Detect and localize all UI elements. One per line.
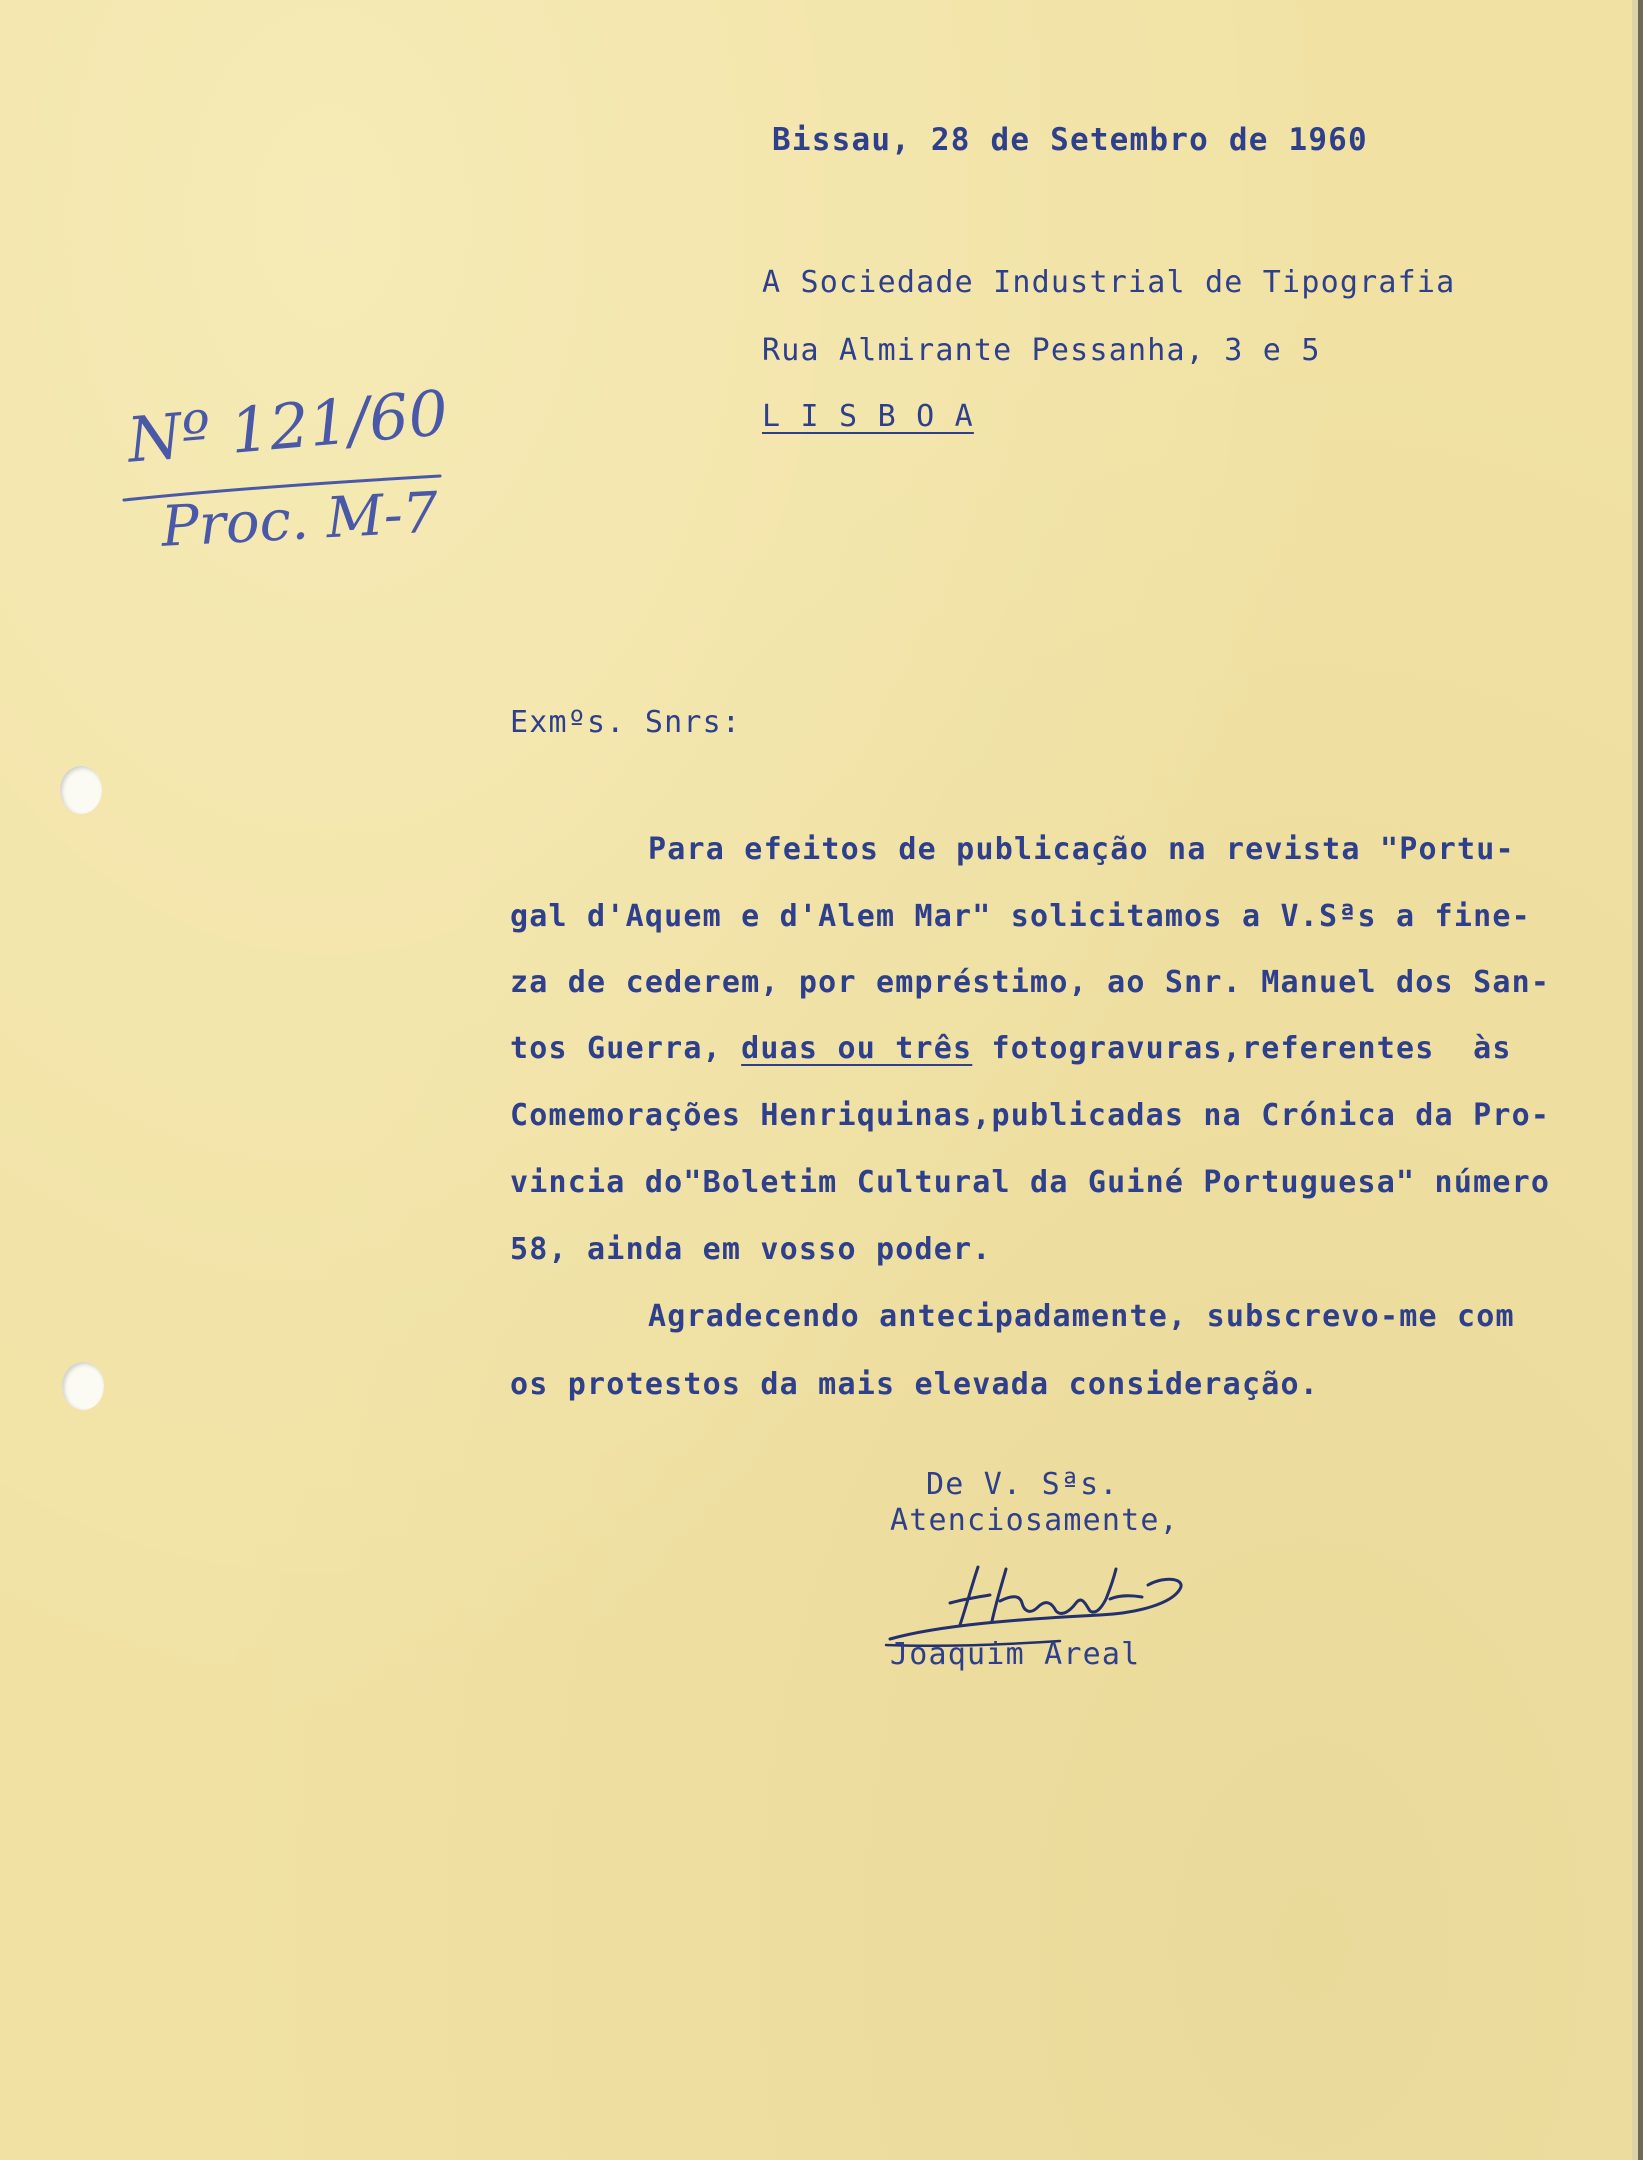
body-line-5: Comemorações Henriquinas,publicadas na Crónica da Pro- <box>510 1098 1551 1133</box>
body-line-3: za de cederem, por empréstimo, ao Snr. Manuel dos San- <box>510 965 1551 1000</box>
recipient-line-2: Rua Almirante Pessanha, 3 e 5 <box>762 333 1321 368</box>
date-line: Bissau, 28 de Setembro de 1960 <box>772 122 1368 158</box>
body-line-7: 58, ainda em vosso poder. <box>510 1232 992 1267</box>
punch-hole-bottom <box>62 1362 104 1410</box>
body-line-8: Agradecendo antecipadamente, subscrevo-me com <box>648 1299 1515 1334</box>
recipient-city: L I S B O A <box>762 399 974 434</box>
body-line-9: os protestos da mais elevada consideração. <box>510 1367 1319 1402</box>
emphasized-quantity: duas ou três <box>741 1031 973 1066</box>
body-line-1: Para efeitos de publicação na revista "Portu- <box>648 832 1515 867</box>
recipient-line-1: A Sociedade Industrial de Tipografia <box>762 265 1456 300</box>
margin-note-reference: Nº 121/60 <box>124 376 451 477</box>
body-line-4-end: fotogravuras,referentes às <box>972 1031 1512 1066</box>
closing-line-2: Atenciosamente, <box>890 1503 1179 1538</box>
punch-hole-top <box>60 766 102 814</box>
closing-line-1: De V. Sªs. <box>926 1467 1119 1502</box>
margin-note-process: Proc. M-7 <box>159 480 440 560</box>
signature-name: Joaquim Areal <box>890 1637 1141 1672</box>
body-line-4 <box>510 1031 1512 1066</box>
body-line-4-start: tos Guerra, <box>510 1031 742 1066</box>
page-edge <box>1632 0 1638 2160</box>
body-line-6: vincia do"Boletim Cultural da Guiné Portuguesa" número <box>510 1165 1551 1200</box>
body-line-2: gal d'Aquem e d'Alem Mar" solicitamos a V.Sªs a fine- <box>510 899 1531 934</box>
salutation: Exmºs. Snrs: <box>510 705 742 740</box>
